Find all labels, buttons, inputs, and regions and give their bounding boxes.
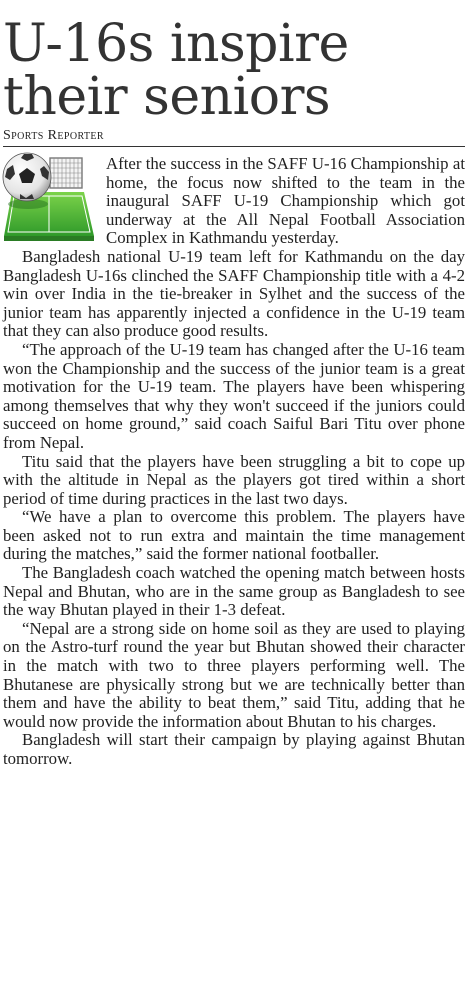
headline: U-16s inspire their seniors (3, 14, 349, 127)
paragraph: The Bangladesh coach watched the opening match between hosts Nepal and Bhutan, who are in the same group as Bangladesh to see the way Bhutan played in their 1-3 defeat. (3, 563, 465, 620)
football-icon (0, 152, 100, 242)
paragraph: “The approach of the U-19 team has changed after the U-16 team won the Championship and the success of the junior team is a great motivation for the U-19 team. The players have been whispering among themselves that why they won't succeed if the juniors could succeed on home ground,” said coach Saiful Bari Titu over phone from Nepal. (3, 339, 465, 452)
paragraph: “We have a plan to overcome this problem. The players have been asked not to run extra and maintain the time management during the matches,” said the former national footballer. (3, 507, 465, 564)
divider (3, 146, 465, 147)
paragraph: “Nepal are a strong side on home soil as they are used to playing on the Astro-turf round the year but Bhutan showed their character in the match with two to three players performing well. The Bhutanese are physically strong but we are technically better than them and have the ability to beat them,” said Titu, adding that he would now provide the information about Bhutan to his charges. (3, 618, 465, 731)
paragraph: Bangladesh national U-19 team left for Kathmandu on the day Bangladesh U-16s clinched the SAFF Championship title with a 4-2 win over India in the tie-breaker in Sylhet and the success of the junior team has apparently injected a confidence in the U-19 team that they can also produce good results. (3, 246, 465, 341)
article-body (3, 155, 465, 769)
paragraph: After the success in the SAFF U-16 Championship at home, the focus now shifted to the team in the inaugural SAFF U-19 Championship which got underway at the All Nepal Football Association Complex in Kathmandu yesterday. (106, 154, 465, 248)
paragraph: Bangladesh will start their campaign by playing against Bhutan tomorrow. (3, 730, 465, 768)
byline: Sports Reporter (3, 128, 104, 143)
paragraph: Titu said that the players have been struggling a bit to cope up with the altitude in Nepal as the players got tired within a short period of time during practices in the last two days. (3, 451, 465, 508)
